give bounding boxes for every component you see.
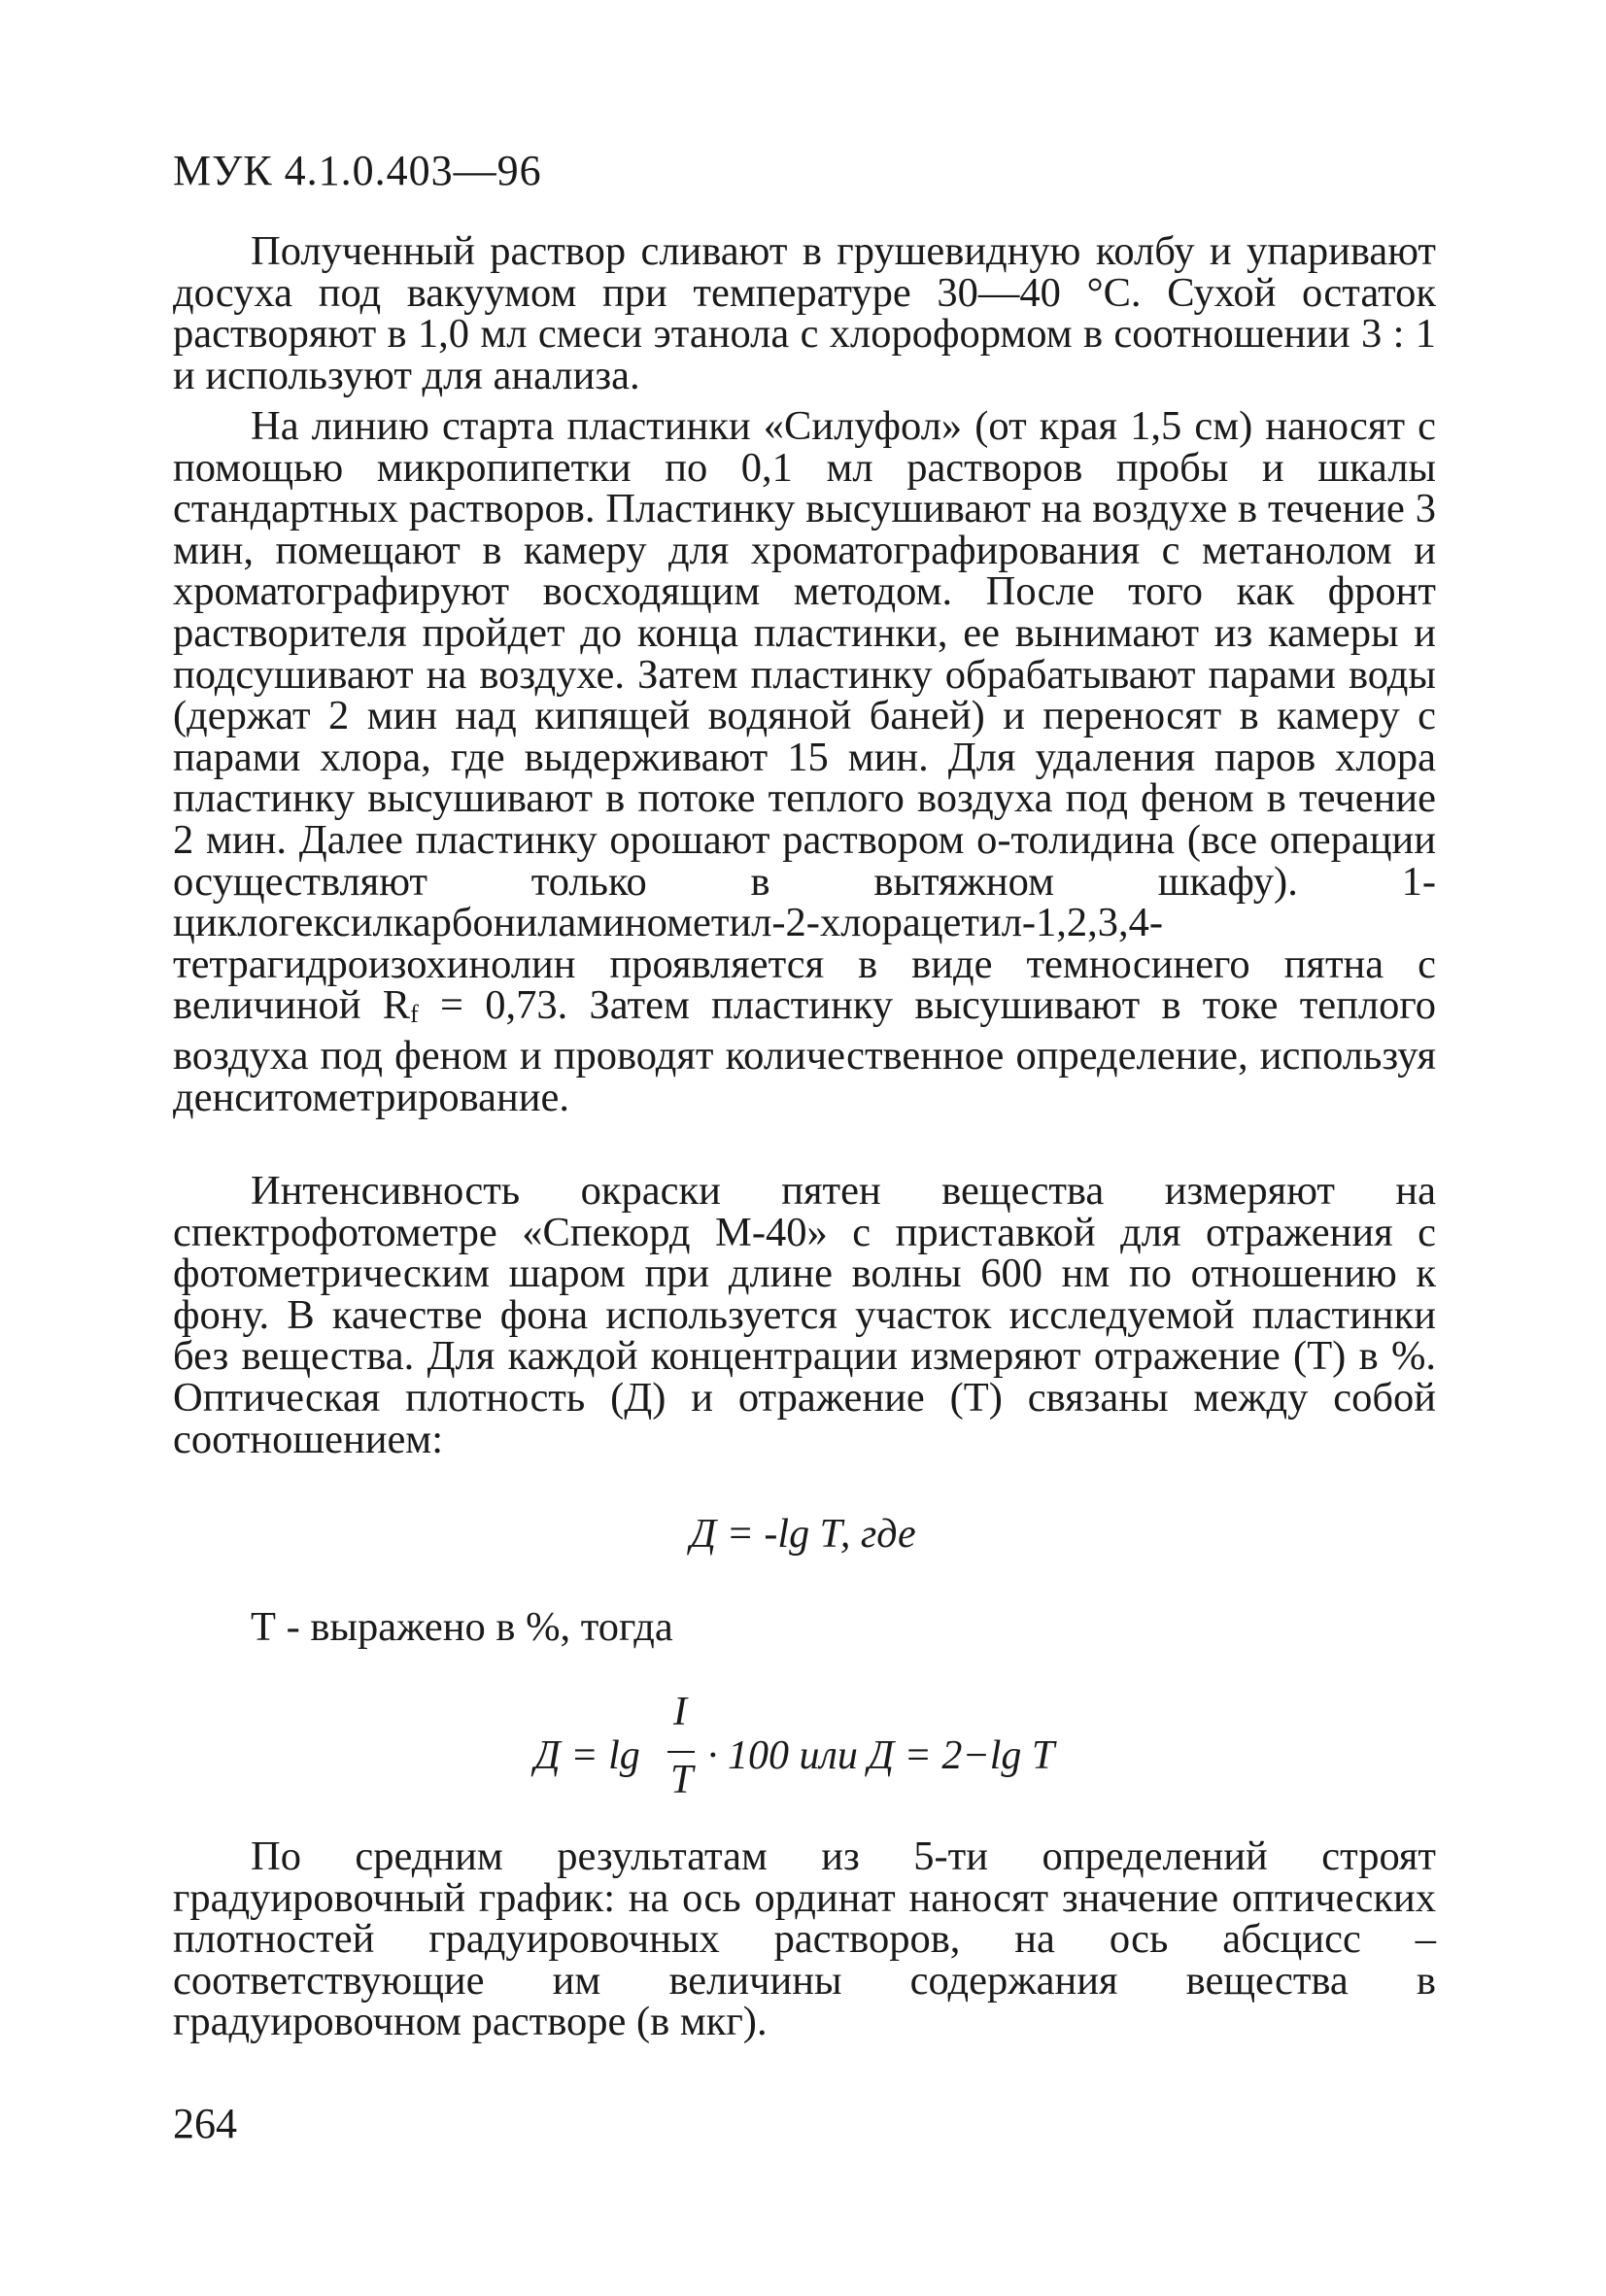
page-number: 264 — [173, 2100, 237, 2147]
formula-optical-density: Д = -lg Т, где — [690, 1512, 916, 1557]
formula2-denominator: T — [670, 1758, 694, 1802]
formula2-fraction — [664, 1689, 702, 1805]
paragraph-spectrophotometry: Интенсивность окраски пятен вещества измеряют на спектрофотометре «Спекорд М-40» с приставкой для отражения с фотометрическим шаром при длине волны 600 нм по отношению к фону. В качестве фона используется участок исследуемой пластинки без вещества. Для каждой концентрации измеряют отражение (Т) в %. Оптическая плотность (Д) и отражение (Т) связаны между собой соотношением: — [173, 1168, 1436, 1462]
fraction-bar — [667, 1751, 695, 1753]
paragraph-chromatography-text-b: = 0,73. Затем пластинку высушивают в токе теплого воздуха под феном и проводят количественное определение, используя денситометрирование. — [173, 982, 1436, 1120]
paragraph-chromatography-text-a: На линию старта пластинки «Силуфол» (от края 1,5 см) наносят с помощью микропипетки по 0,1 мл растворов пробы и шкалы стандартных растворов. Пластинку высушивают на воздухе в течение 3 мин, помещают в камеру для хроматографирования с метанолом и хроматографируют восходящим методом. После того как фронт растворителя пройдет до конца пластинки, ее вынимают из камеры и подсушивают на воздухе. Затем пластинку обрабатывают парами воды (держат 2 мин над кипящей водяной баней) и переносят в камеру с парами хлора, где выдерживают 15 мин. Для удаления паров хлора пластинку высушивают в потоке теплого воздуха под феном в течение 2 мин. Далее пластинку орошают раствором о-толидина (все операции осуществляют только в вытяжном шкафу). 1-циклогексилкарбониламинометил-2-хлорацетил-1,2,3,4-тетрагидроизохинолин проявляется в виде темносинего пятна с величиной R — [173, 403, 1436, 1029]
formula-explanation-line: Т - выражено в %, тогда — [251, 1604, 673, 1650]
formula2-right: · 100 или Д = 2−lg T — [707, 1733, 1055, 1778]
formula2-left: Д = lg — [534, 1733, 640, 1778]
paragraph-chromatography — [173, 403, 1436, 1120]
paragraph-calibration: По средним результатам из 5-ти определений строят градуировочный график: на ось ординат наносят значение оптических плотностей градуировочных растворов, на ось абсцисс – соответствующие им величины содержания вещества в градуировочном растворе (в мкг). — [173, 1833, 1436, 2045]
formula2-numerator: I — [673, 1690, 687, 1734]
paragraph-evaporation: Полученный раствор сливают в грушевидную колбу и упаривают досуха под вакуумом при температуре 30—40 °С. Сухой остаток растворяют в 1,0 мл смеси этанола с хлороформом в соотношении 3 : 1 и используют для анализа. — [173, 228, 1436, 398]
rf-subscript: f — [410, 1000, 419, 1029]
formula-density-conversion — [534, 1689, 1098, 1815]
document-code-header: МУК 4.1.0.403—96 — [173, 147, 542, 194]
